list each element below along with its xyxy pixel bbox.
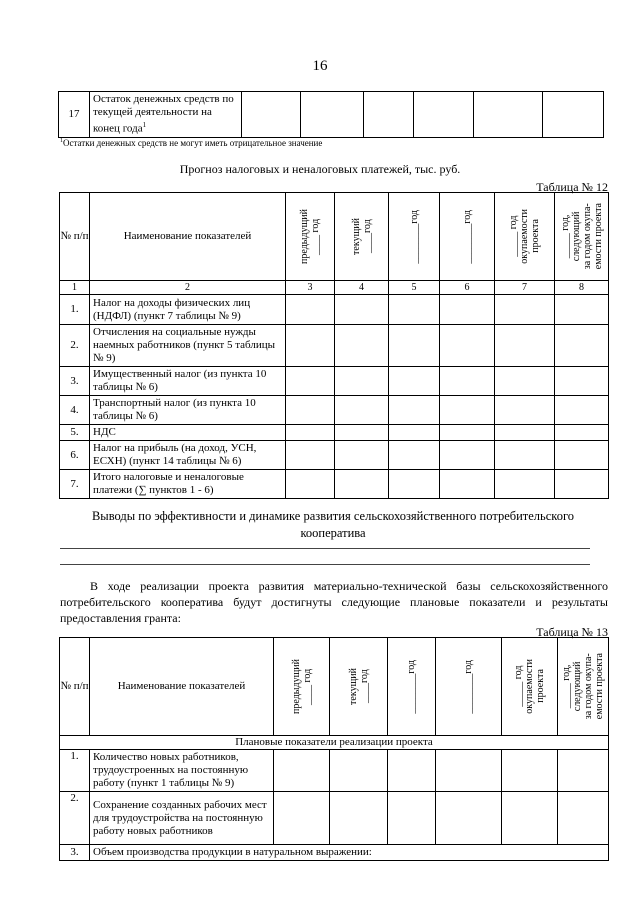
blank-line	[60, 564, 590, 565]
row-number: 2.	[60, 325, 90, 367]
table-row	[59, 92, 604, 138]
forecast-title: Прогноз налоговых и неналоговых платежей, тыс. руб.	[179, 162, 461, 176]
header-line: ________год	[463, 659, 474, 714]
header-line: предыдущий	[299, 209, 310, 264]
header-text	[406, 660, 417, 714]
section-title: Плановые показатели реализации проекта	[60, 736, 609, 750]
row-name: НДС	[90, 425, 286, 441]
header-line: ____ год	[301, 668, 313, 705]
footnote-mark: 1	[60, 138, 63, 144]
header-text	[299, 209, 321, 264]
row-number: 3.	[60, 845, 90, 861]
header-line: окупаемости	[524, 659, 535, 714]
row-name: Налог на доходы физических лиц (НДФЛ) (пункт 7 таблицы № 9)	[90, 295, 286, 325]
header-text	[463, 660, 474, 714]
header-line: ________год	[408, 209, 420, 264]
conclusions-heading: Выводы по эффективности и динамике развития сельскохозяйственного потребительского кооператива	[91, 509, 575, 540]
table-13	[59, 637, 609, 861]
table-row	[60, 295, 609, 325]
header-label	[495, 209, 554, 264]
header-text	[513, 659, 546, 714]
header-label	[388, 660, 435, 714]
header-text	[351, 218, 373, 255]
row-name: Итого налоговые и неналоговые платежи (∑ пунктов 1 - 6)	[90, 470, 286, 499]
header-text	[409, 210, 420, 264]
table-row	[60, 396, 609, 425]
page-number: 16	[312, 58, 328, 74]
header-line: следующий	[570, 211, 582, 262]
table-row	[60, 470, 609, 499]
row-number: 7.	[60, 470, 90, 499]
header-year-3	[389, 193, 440, 281]
header-line: ____ год	[310, 218, 321, 255]
footnote-text: Остатки денежных средств не могут иметь отрицательное значение	[63, 138, 323, 148]
header-row	[60, 193, 609, 281]
header-line: за годом окупа-	[583, 653, 594, 720]
header-row	[60, 638, 609, 736]
column-numbers-row	[60, 281, 609, 295]
header-label	[558, 653, 608, 719]
table-row	[60, 845, 609, 861]
row-number: 1.	[60, 295, 90, 325]
col-number: 1	[60, 281, 90, 295]
header-label	[502, 659, 557, 714]
header-line: _____ год	[508, 215, 519, 258]
header-label	[286, 209, 334, 264]
header-line: емости проекта	[594, 653, 605, 720]
table-row	[60, 425, 609, 441]
header-year-1	[286, 193, 335, 281]
row-number: 4.	[60, 396, 90, 425]
row-name: Сохранение созданных рабочих мест для трудоустройства на постоянную работу новых работников	[90, 792, 274, 845]
header-line: следующий	[572, 661, 583, 712]
header-line: _____ год	[513, 665, 524, 708]
header-year-6	[558, 638, 609, 736]
header-line: ____год	[361, 219, 373, 254]
header-text	[508, 209, 541, 264]
header-label	[274, 659, 329, 714]
header-label	[440, 210, 494, 264]
row-name-text: Остаток денежных средств по текущей деятельности на конец года	[93, 93, 234, 135]
table-row	[60, 750, 609, 792]
col-number: 7	[495, 281, 555, 295]
header-text	[560, 203, 604, 269]
table-row	[60, 325, 609, 367]
col-number: 6	[440, 281, 495, 295]
row-name: Имущественный налог (из пункта 10 таблицы № 6)	[90, 367, 286, 396]
header-text	[462, 210, 473, 264]
header-year-1	[274, 638, 330, 736]
header-text	[561, 653, 605, 719]
row-number: 17	[59, 92, 90, 138]
header-line: ____год	[358, 669, 370, 704]
row-number: 3.	[60, 367, 90, 396]
header-label	[330, 668, 387, 705]
row-number: 1.	[60, 750, 90, 792]
header-line: за годом окупа-	[581, 203, 593, 270]
col-number: 4	[335, 281, 389, 295]
header-name: Наименование показателей	[90, 193, 286, 281]
table-row	[60, 441, 609, 470]
header-text	[348, 668, 370, 705]
header-label	[389, 210, 439, 264]
header-line: ________год	[406, 659, 417, 714]
header-num: № п/п	[60, 193, 90, 281]
header-line: _____ год,	[561, 664, 572, 709]
header-year-4	[436, 638, 502, 736]
row-number: 2.	[60, 792, 90, 845]
header-line: текущий	[350, 218, 362, 255]
footnote-ref: 1	[142, 121, 147, 129]
table-row	[60, 367, 609, 396]
row-number: 6.	[60, 441, 90, 470]
row-name: Отчисления на социальные нужды наемных работников (пункт 5 таблицы № 9)	[90, 325, 286, 367]
header-line: текущий	[347, 668, 359, 705]
header-year-5	[502, 638, 558, 736]
table-12	[59, 192, 609, 499]
row-name: Объем производства продукции в натуральном выражении:	[90, 845, 609, 861]
header-year-2	[335, 193, 389, 281]
header-name: Наименование показателей	[90, 638, 274, 736]
header-line: предыдущий	[290, 659, 302, 714]
header-label	[436, 660, 501, 714]
header-line: проекта	[535, 669, 546, 704]
row-number: 5.	[60, 425, 90, 441]
row-name: Транспортный налог (из пункта 10 таблицы № 6)	[90, 396, 286, 425]
footnote	[60, 135, 322, 149]
col-number: 3	[286, 281, 335, 295]
blank-line	[60, 548, 590, 549]
header-label	[555, 203, 608, 269]
header-label	[335, 218, 388, 255]
table-row	[60, 792, 609, 845]
row-name: Налог на прибыль (на доход, УСН, ЕСХН) (пункт 14 таблицы № 6)	[90, 441, 286, 470]
col-number: 2	[90, 281, 286, 295]
table13-label: Таблица № 13	[536, 625, 608, 639]
header-text	[291, 659, 313, 714]
row-name: Количество новых работников, трудоустроенных на постоянную работу (пункт 1 таблицы № 9)	[90, 750, 274, 792]
section-row	[60, 736, 609, 750]
header-year-6	[555, 193, 609, 281]
header-year-2	[330, 638, 388, 736]
header-line: емости проекта	[592, 203, 604, 270]
header-year-4	[440, 193, 495, 281]
row-name	[90, 92, 242, 138]
header-year-5	[495, 193, 555, 281]
col-number: 5	[389, 281, 440, 295]
col-number: 8	[555, 281, 609, 295]
header-num: № п/п	[60, 638, 90, 736]
table12-label: Таблица № 12	[536, 180, 608, 194]
intro-paragraph: В ходе реализации проекта развития материально-технической базы сельскохозяйственного потребительского кооператива будут достигнуты следующие плановые показатели и результаты предоставления гранта:	[60, 579, 608, 625]
table-continuation	[58, 91, 604, 138]
header-line: проекта	[530, 219, 541, 254]
header-line: _____ год,	[559, 214, 571, 259]
header-line: окупаемости	[519, 209, 530, 264]
header-line: ________год	[461, 209, 473, 264]
header-year-3	[388, 638, 436, 736]
